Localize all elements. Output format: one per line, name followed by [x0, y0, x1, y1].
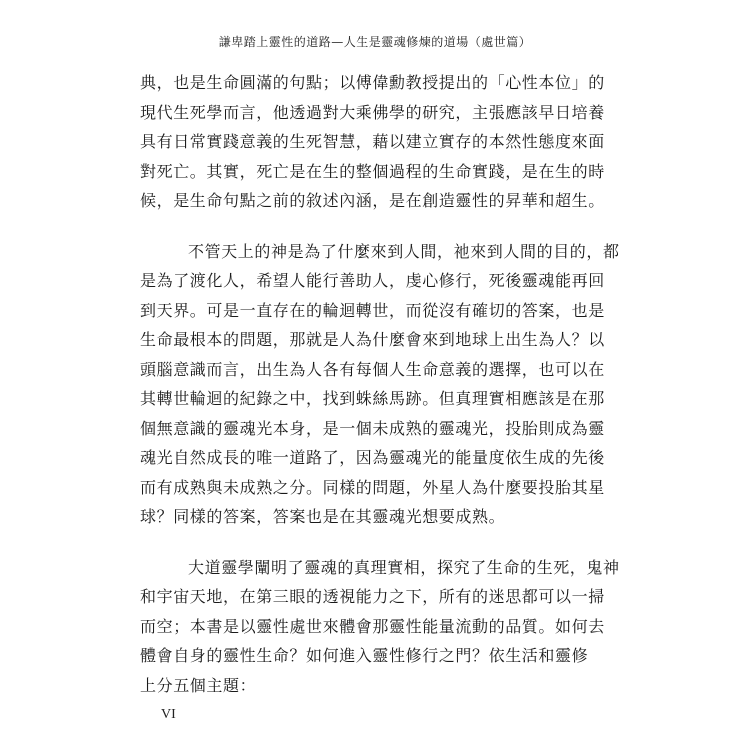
paragraph-spacer [140, 216, 552, 237]
text-line: 體會自身的靈性生命？如何進入靈性修行之門？依生活和靈修 [140, 646, 589, 665]
text-line: 具有日常實踐意義的生死智慧，藉以建立實存的本然性態度來面 [140, 132, 605, 151]
text-line: 對死亡。其實，死亡是在生的整個過程的生命實踐，是在生的時 [140, 161, 605, 181]
text-line-indented: 大道靈學闡明了靈魂的真理實相，探究了生命的生死，鬼神 [188, 557, 620, 577]
text-line: 球？同樣的答案，答案也是在其靈魂光想要成熟。 [140, 507, 506, 526]
text-line: 魂光自然成長的唯一道路了，因為靈魂光的能量度依生成的先後 [140, 448, 605, 467]
text-line: 其轉世輪迴的紀錄之中，找到蛛絲馬跡。但真理實相應該是在那 [140, 389, 605, 408]
page-number: VI [161, 707, 176, 722]
body-text [140, 68, 620, 700]
text-line: 上分五個主題： [140, 675, 257, 695]
text-line: 候，是生命句點之前的敘述內涵，是在創造靈性的昇華和超生。 [140, 191, 605, 210]
text-line: 和宇宙天地，在第三眼的透視能力之下，所有的迷思都可以一掃 [140, 587, 605, 606]
paragraph [140, 553, 620, 701]
paragraph [140, 237, 620, 532]
text-line: 而有成熟與未成熟之分。同樣的問題，外星人為什麼要投胎其星 [140, 477, 605, 497]
text-line: 典，也是生命圓滿的句點；以傅偉勳教授提出的「心性本位」的 [140, 73, 605, 92]
text-line-indented: 不管天上的神是為了什麼來到人間，祂來到人間的目的，都 [188, 241, 620, 261]
text-line: 頭腦意識而言，出生為人各有每個人生命意義的選擇，也可以在 [140, 359, 605, 379]
paragraph [140, 68, 605, 216]
running-header: 謙卑踏上靈性的道路—人生是靈魂修煉的道場（處世篇） [218, 35, 532, 49]
text-line: 到天界。可是一直存在的輪迴轉世，而從沒有確切的答案，也是 [140, 300, 605, 320]
paragraph-spacer [140, 532, 552, 553]
text-line: 而空；本書是以靈性處世來體會那靈性能量流動的品質。如何去 [140, 616, 605, 636]
text-line: 是為了渡化人，希望人能行善助人，虔心修行，死後靈魂能再回 [140, 271, 605, 290]
text-line: 個無意識的靈魂光本身，是一個未成熟的靈魂光，投胎則成為靈 [140, 418, 605, 438]
text-line: 生命最根本的問題，那就是人為什麼會來到地球上出生為人？以 [140, 330, 605, 349]
text-line: 現代生死學而言，他透過對大乘佛學的研究，主張應該早日培養 [140, 102, 605, 122]
